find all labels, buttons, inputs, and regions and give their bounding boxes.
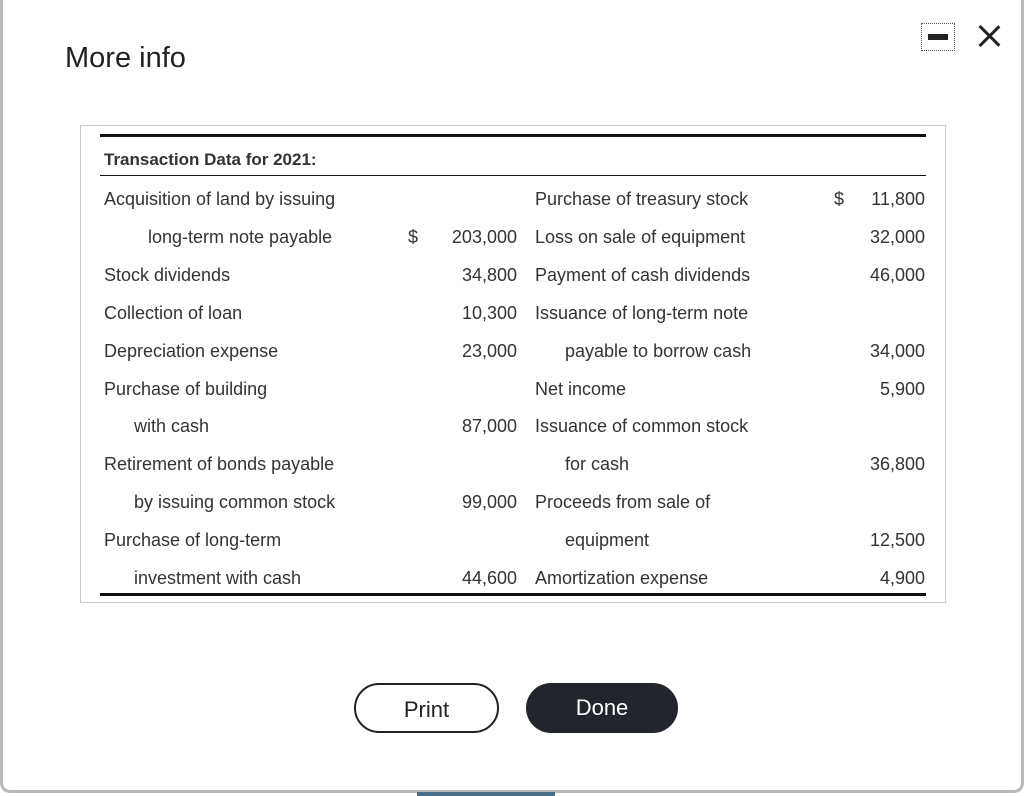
right-row-value: 5,900 xyxy=(879,378,925,399)
right-row-label: Purchase of treasury stock xyxy=(535,189,749,209)
left-row-label: by issuing common stock xyxy=(134,492,336,513)
table-bottom-rule xyxy=(100,593,926,596)
left-row-label: investment with cash xyxy=(134,568,302,588)
left-row-label: with cash xyxy=(134,416,210,437)
left-row-label: Retirement of bonds payable xyxy=(104,454,335,475)
right-row-label: for cash xyxy=(565,454,630,475)
right-row-value: 34,000 xyxy=(869,340,925,361)
left-row-value: 10,300 xyxy=(461,302,517,323)
right-row-value: 12,500 xyxy=(869,530,925,551)
left-row-label: Purchase of building xyxy=(104,378,268,399)
dialog-title: More info xyxy=(65,42,186,74)
right-row-value: 46,000 xyxy=(869,264,925,285)
right-row-label: Payment of cash dividends xyxy=(535,264,751,285)
right-row-value: 4,900 xyxy=(879,568,925,588)
currency-symbol: $ xyxy=(408,226,419,247)
right-row-label: Loss on sale of equipment xyxy=(535,226,746,247)
left-row-label: Acquisition of land by issuing xyxy=(104,189,336,209)
done-button[interactable]: Done xyxy=(526,683,678,733)
left-row-value: 23,000 xyxy=(461,340,517,361)
right-row-label: Issuance of long-term note xyxy=(535,302,749,323)
right-row-label: equipment xyxy=(565,530,650,551)
right-row-label: Proceeds from sale of xyxy=(535,492,711,513)
table-top-rule xyxy=(100,134,926,137)
currency-symbol: $ xyxy=(834,189,845,209)
left-row-label: Collection of loan xyxy=(104,302,243,323)
left-row-value: 44,600 xyxy=(461,568,517,588)
right-row-value: 36,800 xyxy=(869,454,925,475)
right-row-value: 32,000 xyxy=(869,226,925,247)
left-row-value: 34,800 xyxy=(461,264,517,285)
print-button[interactable]: Print xyxy=(354,683,499,733)
left-row-label: Purchase of long-term xyxy=(104,530,282,551)
left-row-label: Stock dividends xyxy=(104,264,231,285)
left-row-value: 203,000 xyxy=(451,226,517,247)
right-row-value: 11,800 xyxy=(871,189,925,209)
right-row-label: Net income xyxy=(535,378,627,399)
bottom-tab-indicator xyxy=(417,792,555,796)
minimize-icon[interactable] xyxy=(921,23,955,51)
left-row-value: 87,000 xyxy=(461,416,517,437)
right-row-label: Issuance of common stock xyxy=(535,416,749,437)
table-title: Transaction Data for 2021: xyxy=(104,150,317,169)
table-header-rule xyxy=(100,175,926,176)
right-row-label: Amortization expense xyxy=(535,568,709,588)
left-row-label: Depreciation expense xyxy=(104,340,279,361)
left-row-label: long-term note payable xyxy=(148,226,333,247)
left-row-value: 99,000 xyxy=(461,492,517,513)
close-icon[interactable] xyxy=(969,16,1009,56)
right-row-label: payable to borrow cash xyxy=(565,340,752,361)
